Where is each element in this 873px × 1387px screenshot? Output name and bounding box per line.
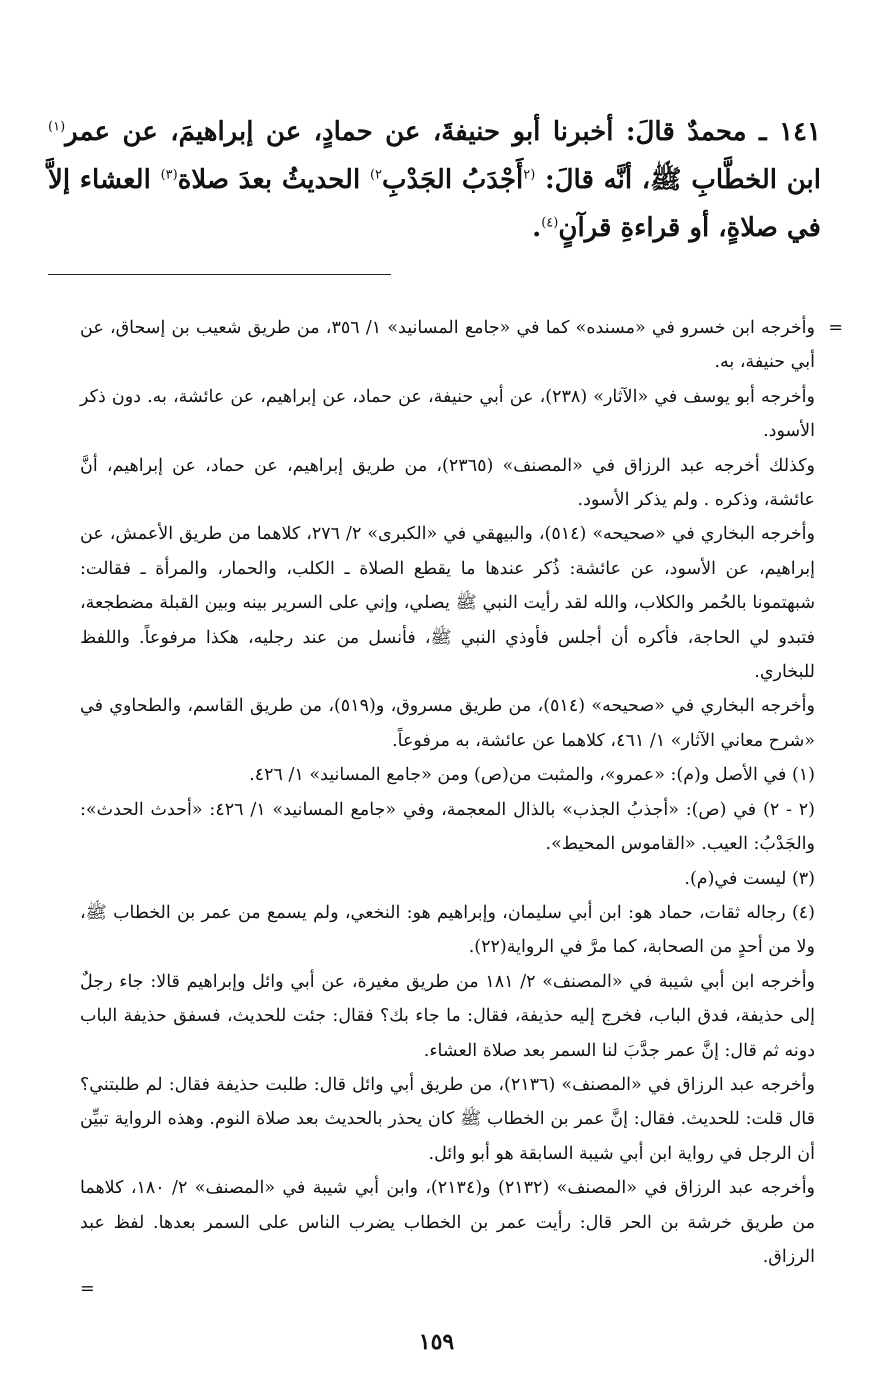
hadith-number: ١٤١ ـ [759,117,821,147]
footnote-1-number: (١) [791,765,815,786]
hadith-text [48,108,821,252]
hadith-line-3: في صلاةٍ، أو قراءةِ قرآنٍ [558,213,821,243]
continuation-mark-top: = [828,318,843,338]
footnote-ref-4: (٤) [541,215,559,231]
note-paragraph: وأخرجه عبد الرزاق في «المصنف» (٢١٣٦)، من طريق أبي وائل قال: طلبت حذيفة فقال: لم طلبتني؟ قال قلت: للحديث. فقال: إنَّ عمر بن الخطاب ﷺ كان يحذر بالحديث بعد صلاة النوم. وهذه الرواية تبيِّن أن الرجل في رواية ابن أبي شيبة السابقة هو أبو وائل. [80,1074,815,1164]
footnote-4-number: (٤) [791,902,815,923]
footnote-ref-3: (٣) [160,167,178,183]
footnote-2 [80,793,815,862]
hadith-line-2d: العشاء إلاَّ [48,165,161,195]
footnote-ref-2-start: (٢ [523,167,536,183]
footnote-3-number: (٣) [791,868,815,889]
footnote-4-text: رجاله ثقات، حماد هو: ابن أبي سليمان، وإبراهيم هو: النخعي، ولم يسمع من عمر بن الخطاب ﷺ، ولا من أحدٍ من الصحابة، كما مرَّ في الرواية(٢٢). [80,902,815,958]
note-paragraph: وأخرجه عبد الرزاق في «المصنف» (٢١٣٢) و(٢١٣٤)، وابن أبي شيبة في «المصنف» ٢/ ١٨٠، كلاهما من طريق خرشة بن الحر قال: رأيت عمر بن الخطاب يضرب الناس على السمر بعدها. لفظ عبد الرزاق. [80,1178,816,1267]
hadith-line-2b: أَجْدَبُ الجَدْبِ [382,165,524,195]
footnote-3 [80,862,815,896]
hadith-line-3-end: . [532,213,542,243]
footnote-1 [80,758,815,792]
note-paragraph: وأخرجه البخاري في «صحيحه» (٥١٤)، والبيهقي في «الكبرى» ٢/ ٢٧٦، كلاهما من طريق الأعمش، عن إبراهيم، عن الأسود، عن عائشة: ذُكر عندها ما يقطع الصلاة ـ الكلب، والحمار، والمرأة ـ فقالت: شبهتمونا بالحُمر والكلاب، والله لقد رأيت النبي ﷺ يصلي، وإني على السرير بينه وبين القبلة مضطجعة، فتبدو لي الحاجة، فأكره أن أجلس فأوذي النبي ﷺ، فأنسل من عند رجليه، هكذا مرفوعاً. واللفظ للبخاري. [80,524,815,683]
hadith-line-1: محمدٌ قالَ: أخبرنا أبو حنيفةَ، عن حمادٍ، عن إبراهيمَ، عن عمر [65,117,747,147]
note-paragraph: وأخرجه ابن خسرو في «مسنده» كما في «جامع المسانيد» ١/ ٣٥٦، من طريق شعيب بن إسحاق، عن أبي حنيفة، به. [80,318,815,373]
footnote-ref-1: (١) [48,119,66,135]
footnote-ref-2-end: ٢) [369,167,383,183]
note-paragraph: وكذلك أخرجه عبد الرزاق في «المصنف» (٢٣٦٥)، من طريق إبراهيم، عن حماد، عن إبراهيم، أنَّ عائشة، وذكره . ولم يذكر الأسود. [80,455,816,511]
continuation-mark-bottom: = [80,1279,95,1299]
footnotes-section [80,311,843,1274]
hadith-line-2c: الحديثُ بعدَ صلاة [177,165,370,195]
page-number: ١٥٩ [418,1329,455,1355]
footnote-1-text: في الأصل و(م): «عمرو»، والمثبت من(ص) ومن «جامع المسانيد» ١/ ٤٢٦. [249,765,787,786]
footnote-3-text: ليست في(م). [684,868,787,889]
note-paragraph: وأخرجه البخاري في «صحيحه» (٥١٤)، من طريق مسروق، و(٥١٩)، من طريق القاسم، والطحاوي في «شرح معاني الآثار» ١/ ٤٦١، كلاهما عن عائشة، به مرفوعاً. [80,696,815,751]
footnote-separator [48,274,391,275]
footnote-4 [80,896,815,965]
footnote-2-text: في (ص): «أجذبُ الجذب» بالذال المعجمة، وفي «جامع المسانيد» ١/ ٤٢٦: «أحدث الحدث»: والجَدْبُ: العيب. «القاموس المحيط». [80,799,815,855]
note-paragraph: وأخرجه أبو يوسف في «الآثار» (٢٣٨)، عن أبي حنيفة، عن حماد، عن إبراهيم، عن عائشة، به. دون ذكر الأسود. [80,386,815,442]
note-paragraph: وأخرجه ابن أبي شيبة في «المصنف» ٢/ ١٨١ من طريق مغيرة، عن أبي وائل وإبراهيم قالا: جاء رجلٌ إلى حذيفة، فدق الباب، فخرج إليه حذيفة، فقال: ما جاء بك؟ فقال: جئت للحديث، فسفق حذيفة الباب دونه ثم قال: إنَّ عمر جدَّبَ لنا السمر بعد صلاة العشاء. [80,971,816,1061]
hadith-line-2a: ابن الخطَّابِ ﷺ، أنَّه قالَ: [535,165,821,195]
footnote-2-number: (٢ - ٢) [762,799,815,820]
